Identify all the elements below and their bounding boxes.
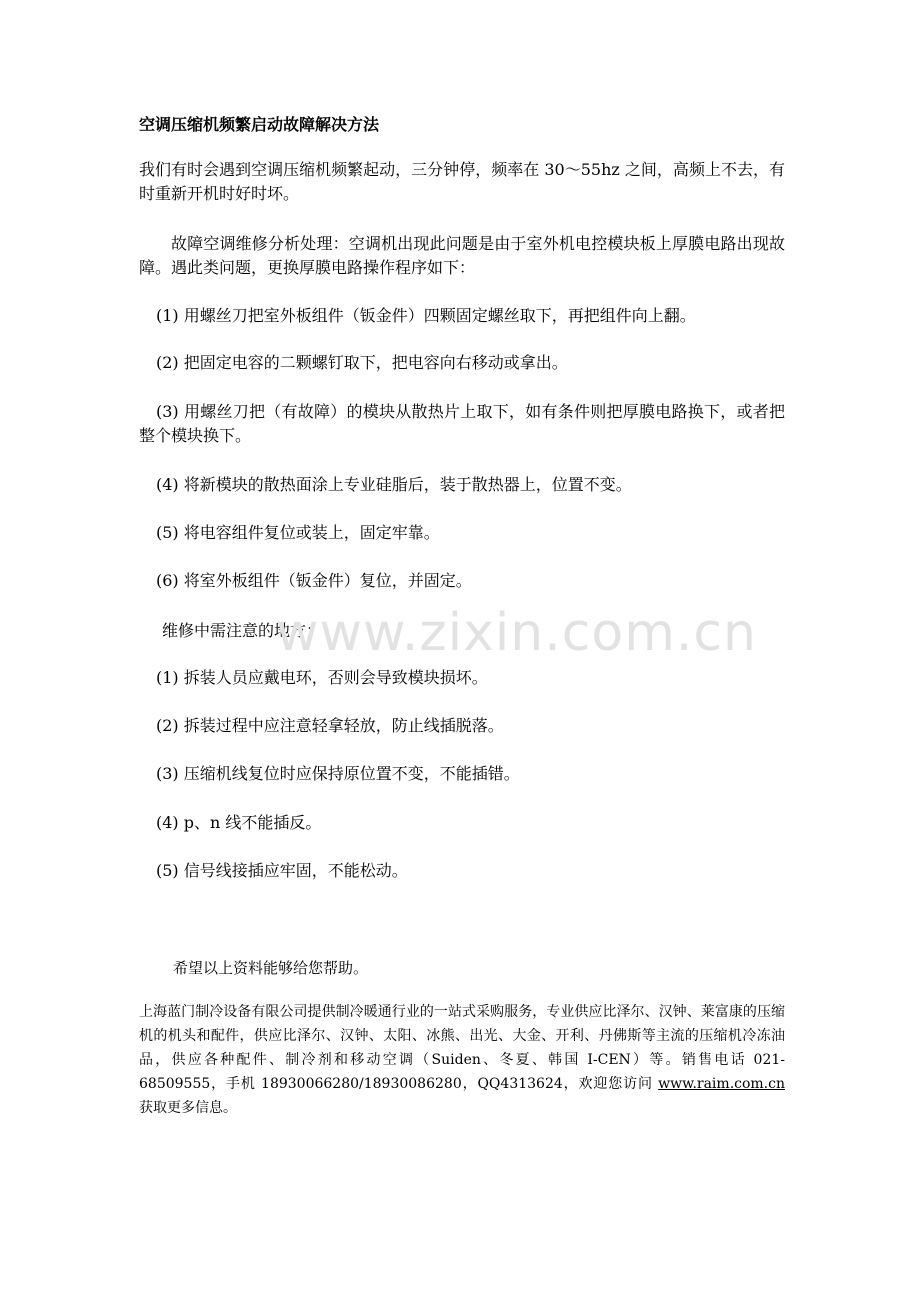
footer-text: 上海蓝门制冷设备有限公司提供制冷暖通行业的一站式采购服务，专业供应比泽尔、汉钟、莱富康的压缩机的机头和配件，供应比泽尔、汉钟、太阳、冰熊、出光、大金、开利、丹佛斯等主流的压缩机冷冻油品，供应各种配件、制冷剂和移动空调（Suiden、冬夏、韩国 I-CEN）等。销售电话 021-68509555，手机 18930066280/18930086280，QQ4313624，欢迎您访问 — [139, 1004, 785, 1092]
note-5: (5) 信号线接插应牢固，不能松动。 — [156, 861, 408, 880]
step-3: (3) 用螺丝刀把（有故障）的模块从散热片上取下，如有条件则把厚膜电路换下，或者把整个模块换下。 — [139, 402, 785, 445]
intro-paragraph: 我们有时会遇到空调压缩机频繁起动，三分钟停，频率在 30～55hz 之间，高频上不去，有时重新开机时好时坏。 — [139, 160, 785, 203]
website-link[interactable]: www.raim.com.cn — [658, 1076, 785, 1092]
step-4: (4) 将新模块的散热面涂上专业硅脂后，装于散热器上，位置不变。 — [156, 475, 632, 494]
note-4: (4) p、n 线不能插反。 — [156, 813, 322, 832]
note-2: (2) 拆装过程中应注意轻拿轻放，防止线插脱落。 — [156, 716, 504, 735]
company-footer — [139, 1000, 785, 1120]
note-1: (1) 拆装人员应戴电环，否则会导致模块损坏。 — [156, 668, 488, 687]
step-5: (5) 将电容组件复位或装上，固定牢靠。 — [156, 523, 440, 542]
closing-line: 希望以上资料能够给您帮助。 — [173, 959, 369, 977]
footer-tail: 获取更多信息。 — [139, 1100, 237, 1116]
document-title: 空调压缩机频繁启动故障解决方法 — [139, 115, 380, 134]
step-2: (2) 把固定电容的二颗螺钉取下，把电容向右移动或拿出。 — [156, 353, 568, 372]
note-3: (3) 压缩机线复位时应保持原位置不变，不能插错。 — [156, 764, 520, 783]
analysis-paragraph: 故障空调维修分析处理：空调机出现此问题是由于室外机电控模块板上厚膜电路出现故障。遇此类问题，更换厚膜电路操作程序如下： — [139, 234, 785, 277]
watermark: www.zixin.com.cn — [276, 603, 757, 663]
notes-heading: 维修中需注意的地方： — [162, 621, 323, 640]
step-6: (6) 将室外板组件（钣金件）复位，并固定。 — [156, 571, 472, 590]
step-1: (1) 用螺丝刀把室外板组件（钣金件）四颗固定螺丝取下，再把组件向上翻。 — [156, 306, 696, 325]
